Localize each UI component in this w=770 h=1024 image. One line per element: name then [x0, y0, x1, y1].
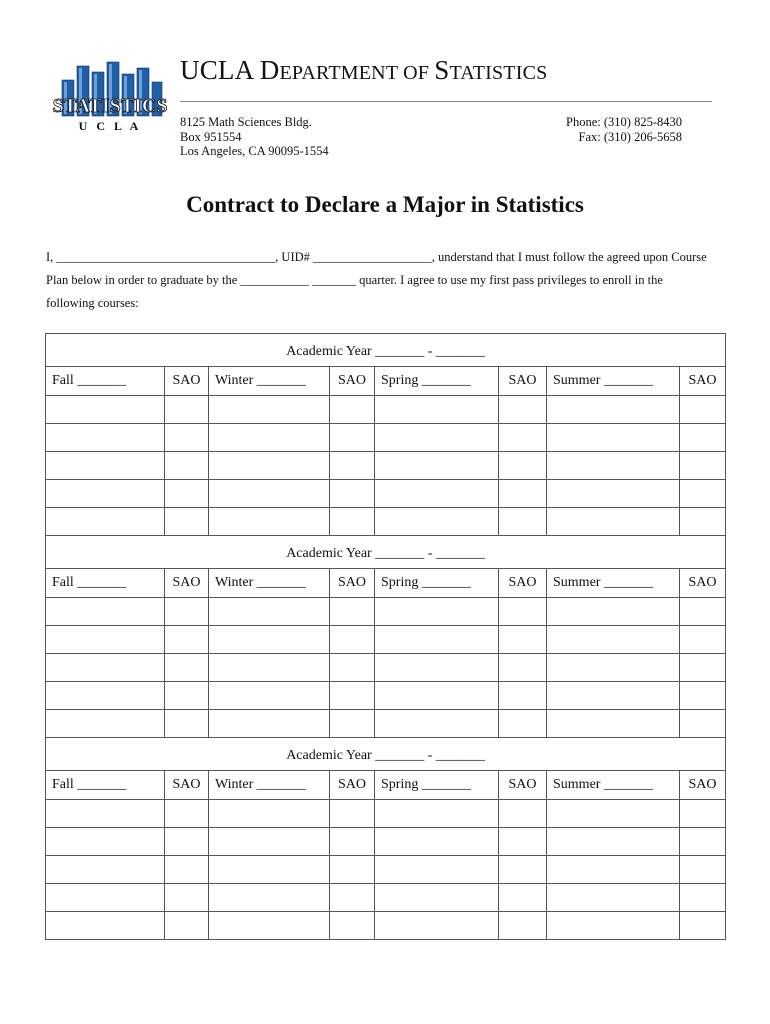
sao-cell[interactable] — [165, 828, 209, 856]
quarter-header: Summer _______ — [547, 367, 680, 396]
sao-cell[interactable] — [499, 452, 547, 480]
quarter-header: Summer _______ — [547, 771, 680, 800]
quarter-header: Spring _______ — [375, 569, 499, 598]
course-cell[interactable] — [547, 452, 680, 480]
course-cell[interactable] — [547, 396, 680, 424]
course-row — [46, 654, 726, 682]
course-row — [46, 856, 726, 884]
address-line: Los Angeles, CA 90095-1554 — [180, 144, 329, 158]
sao-header: SAO — [680, 771, 726, 800]
quarter-header: Winter _______ — [209, 771, 330, 800]
sao-header: SAO — [330, 771, 375, 800]
sao-cell[interactable] — [499, 598, 547, 626]
course-row — [46, 800, 726, 828]
sao-cell[interactable] — [165, 626, 209, 654]
course-row — [46, 424, 726, 452]
course-cell[interactable] — [375, 396, 499, 424]
sao-cell[interactable] — [165, 452, 209, 480]
sao-header: SAO — [165, 771, 209, 800]
course-cell[interactable] — [46, 800, 165, 828]
logo-ucla: U C L A — [78, 119, 142, 133]
quarter-header: Winter _______ — [209, 569, 330, 598]
course-row — [46, 682, 726, 710]
academic-year-cell[interactable] — [46, 536, 726, 569]
course-row — [46, 710, 726, 738]
course-cell[interactable] — [46, 452, 165, 480]
quarter-header: Fall _______ — [46, 771, 165, 800]
sao-cell[interactable] — [165, 682, 209, 710]
address-line: 8125 Math Sciences Bldg. — [180, 115, 312, 129]
sao-cell[interactable] — [680, 396, 726, 424]
sao-header: SAO — [499, 771, 547, 800]
course-cell[interactable] — [46, 508, 165, 536]
academic-year-row — [46, 536, 726, 569]
course-cell[interactable] — [375, 626, 499, 654]
sao-cell[interactable] — [680, 828, 726, 856]
mailing-address — [180, 115, 329, 159]
sao-cell[interactable] — [499, 654, 547, 682]
sao-cell[interactable] — [165, 856, 209, 884]
sao-cell[interactable] — [330, 800, 375, 828]
sao-cell[interactable] — [330, 508, 375, 536]
fax-number: Fax: (310) 206-5658 — [578, 129, 682, 144]
course-cell[interactable] — [209, 710, 330, 738]
sao-cell[interactable] — [165, 654, 209, 682]
course-cell[interactable] — [547, 424, 680, 452]
course-cell[interactable] — [209, 626, 330, 654]
contact-info — [566, 115, 682, 144]
sao-cell[interactable] — [499, 856, 547, 884]
course-cell[interactable] — [209, 396, 330, 424]
sao-cell[interactable] — [499, 710, 547, 738]
academic-year-row — [46, 334, 726, 367]
sao-cell[interactable] — [499, 480, 547, 508]
sao-cell[interactable] — [499, 682, 547, 710]
sao-cell[interactable] — [165, 598, 209, 626]
course-cell[interactable] — [46, 424, 165, 452]
course-row — [46, 508, 726, 536]
sao-header: SAO — [165, 569, 209, 598]
quarter-header: Winter _______ — [209, 367, 330, 396]
sao-cell[interactable] — [680, 508, 726, 536]
course-cell[interactable] — [209, 480, 330, 508]
course-row — [46, 480, 726, 508]
course-cell[interactable] — [46, 884, 165, 912]
sao-header: SAO — [330, 367, 375, 396]
course-row — [46, 598, 726, 626]
course-cell[interactable] — [375, 884, 499, 912]
quarter-header-row — [46, 367, 726, 396]
document-title: Contract to Declare a Major in Statistics — [186, 192, 584, 217]
course-cell[interactable] — [209, 682, 330, 710]
course-cell[interactable] — [46, 598, 165, 626]
course-cell[interactable] — [375, 912, 499, 940]
sao-cell[interactable] — [330, 856, 375, 884]
contract-line: following courses: — [46, 296, 139, 310]
academic-year-label: Academic Year _______ - _______ — [286, 344, 485, 359]
sao-cell[interactable] — [330, 682, 375, 710]
quarter-header-row — [46, 569, 726, 598]
sao-cell[interactable] — [330, 710, 375, 738]
course-cell[interactable] — [46, 856, 165, 884]
course-cell[interactable] — [209, 424, 330, 452]
sao-cell[interactable] — [165, 480, 209, 508]
quarter-header: Fall _______ — [46, 569, 165, 598]
sao-header: SAO — [499, 569, 547, 598]
sao-cell[interactable] — [680, 598, 726, 626]
sao-cell[interactable] — [680, 710, 726, 738]
quarter-header-row — [46, 771, 726, 800]
course-cell[interactable] — [46, 828, 165, 856]
course-cell[interactable] — [46, 626, 165, 654]
sao-cell[interactable] — [499, 800, 547, 828]
course-cell[interactable] — [547, 884, 680, 912]
course-cell[interactable] — [46, 396, 165, 424]
course-cell[interactable] — [375, 710, 499, 738]
sao-cell[interactable] — [330, 654, 375, 682]
course-cell[interactable] — [375, 800, 499, 828]
sao-cell[interactable] — [680, 424, 726, 452]
sao-cell[interactable] — [330, 828, 375, 856]
course-cell[interactable] — [46, 912, 165, 940]
course-cell[interactable] — [209, 828, 330, 856]
quarter-header: Fall _______ — [46, 367, 165, 396]
course-cell[interactable] — [375, 682, 499, 710]
sao-header: SAO — [680, 569, 726, 598]
address-line: Box 951554 — [180, 129, 242, 144]
course-cell[interactable] — [375, 452, 499, 480]
sao-header: SAO — [165, 367, 209, 396]
course-cell[interactable] — [209, 598, 330, 626]
sao-cell[interactable] — [499, 828, 547, 856]
course-cell[interactable] — [46, 710, 165, 738]
sao-cell[interactable] — [499, 508, 547, 536]
course-row — [46, 626, 726, 654]
sao-cell[interactable] — [165, 508, 209, 536]
sao-cell[interactable] — [680, 912, 726, 940]
sao-cell[interactable] — [680, 654, 726, 682]
course-cell[interactable] — [547, 800, 680, 828]
sao-cell[interactable] — [499, 396, 547, 424]
course-cell[interactable] — [547, 598, 680, 626]
academic-year-row — [46, 738, 726, 771]
sao-cell[interactable] — [680, 626, 726, 654]
course-cell[interactable] — [46, 682, 165, 710]
course-cell[interactable] — [547, 480, 680, 508]
course-cell[interactable] — [209, 452, 330, 480]
course-row — [46, 396, 726, 424]
sao-cell[interactable] — [165, 710, 209, 738]
quarter-header: Spring _______ — [375, 771, 499, 800]
course-cell[interactable] — [547, 856, 680, 884]
sao-cell[interactable] — [330, 626, 375, 654]
course-cell[interactable] — [375, 654, 499, 682]
course-plan-table — [45, 333, 726, 940]
logo-word: STATISTICS — [52, 95, 168, 117]
course-cell[interactable] — [209, 508, 330, 536]
sao-cell[interactable] — [680, 884, 726, 912]
phone-number: Phone: (310) 825-8430 — [566, 115, 682, 129]
course-cell[interactable] — [209, 800, 330, 828]
academic-year-cell[interactable] — [46, 738, 726, 771]
sao-cell[interactable] — [680, 452, 726, 480]
course-row — [46, 884, 726, 912]
course-cell[interactable] — [547, 682, 680, 710]
course-cell[interactable] — [46, 654, 165, 682]
sao-cell[interactable] — [499, 884, 547, 912]
sao-cell[interactable] — [499, 912, 547, 940]
sao-header: SAO — [499, 367, 547, 396]
sao-cell[interactable] — [330, 480, 375, 508]
sao-cell[interactable] — [330, 912, 375, 940]
sao-cell[interactable] — [499, 424, 547, 452]
contract-line[interactable]: I, ___________________________________, UID# ___________________, understand that I must follow the agreed upon Course — [46, 250, 707, 264]
course-cell[interactable] — [547, 626, 680, 654]
sao-cell[interactable] — [680, 480, 726, 508]
course-cell[interactable] — [547, 654, 680, 682]
course-cell[interactable] — [547, 912, 680, 940]
course-cell[interactable] — [375, 598, 499, 626]
sao-cell[interactable] — [330, 884, 375, 912]
sao-cell[interactable] — [165, 884, 209, 912]
sao-cell[interactable] — [680, 800, 726, 828]
academic-year-label: Academic Year _______ - _______ — [286, 748, 485, 763]
sao-cell[interactable] — [680, 682, 726, 710]
contract-line[interactable]: Plan below in order to graduate by the ___________ _______ quarter. I agree to use my first pass privileges to enroll in the — [46, 273, 663, 287]
academic-year-cell[interactable] — [46, 334, 726, 367]
quarter-header: Spring _______ — [375, 367, 499, 396]
course-cell[interactable] — [375, 424, 499, 452]
sao-cell[interactable] — [330, 396, 375, 424]
course-cell[interactable] — [209, 654, 330, 682]
sao-header: SAO — [680, 367, 726, 396]
sao-cell[interactable] — [165, 912, 209, 940]
course-cell[interactable] — [375, 856, 499, 884]
course-row — [46, 452, 726, 480]
course-cell[interactable] — [375, 828, 499, 856]
course-cell[interactable] — [209, 884, 330, 912]
sao-cell[interactable] — [330, 452, 375, 480]
course-cell[interactable] — [209, 856, 330, 884]
sao-cell[interactable] — [165, 424, 209, 452]
contract-statement — [46, 246, 726, 315]
sao-header: SAO — [330, 569, 375, 598]
course-cell[interactable] — [375, 480, 499, 508]
sao-cell[interactable] — [499, 626, 547, 654]
sao-cell[interactable] — [680, 856, 726, 884]
course-cell[interactable] — [547, 828, 680, 856]
statistics-logo — [50, 58, 170, 138]
academic-year-label: Academic Year _______ - _______ — [286, 546, 485, 561]
course-row — [46, 828, 726, 856]
department-title: UCLA DEPARTMENT OF STATISTICS — [180, 55, 548, 85]
course-row — [46, 912, 726, 940]
sao-cell[interactable] — [165, 800, 209, 828]
sao-cell[interactable] — [165, 396, 209, 424]
course-cell[interactable] — [375, 508, 499, 536]
header-divider — [180, 101, 712, 102]
course-cell[interactable] — [46, 480, 165, 508]
course-cell[interactable] — [209, 912, 330, 940]
sao-cell[interactable] — [330, 424, 375, 452]
course-cell[interactable] — [547, 508, 680, 536]
quarter-header: Summer _______ — [547, 569, 680, 598]
sao-cell[interactable] — [330, 598, 375, 626]
course-cell[interactable] — [547, 710, 680, 738]
